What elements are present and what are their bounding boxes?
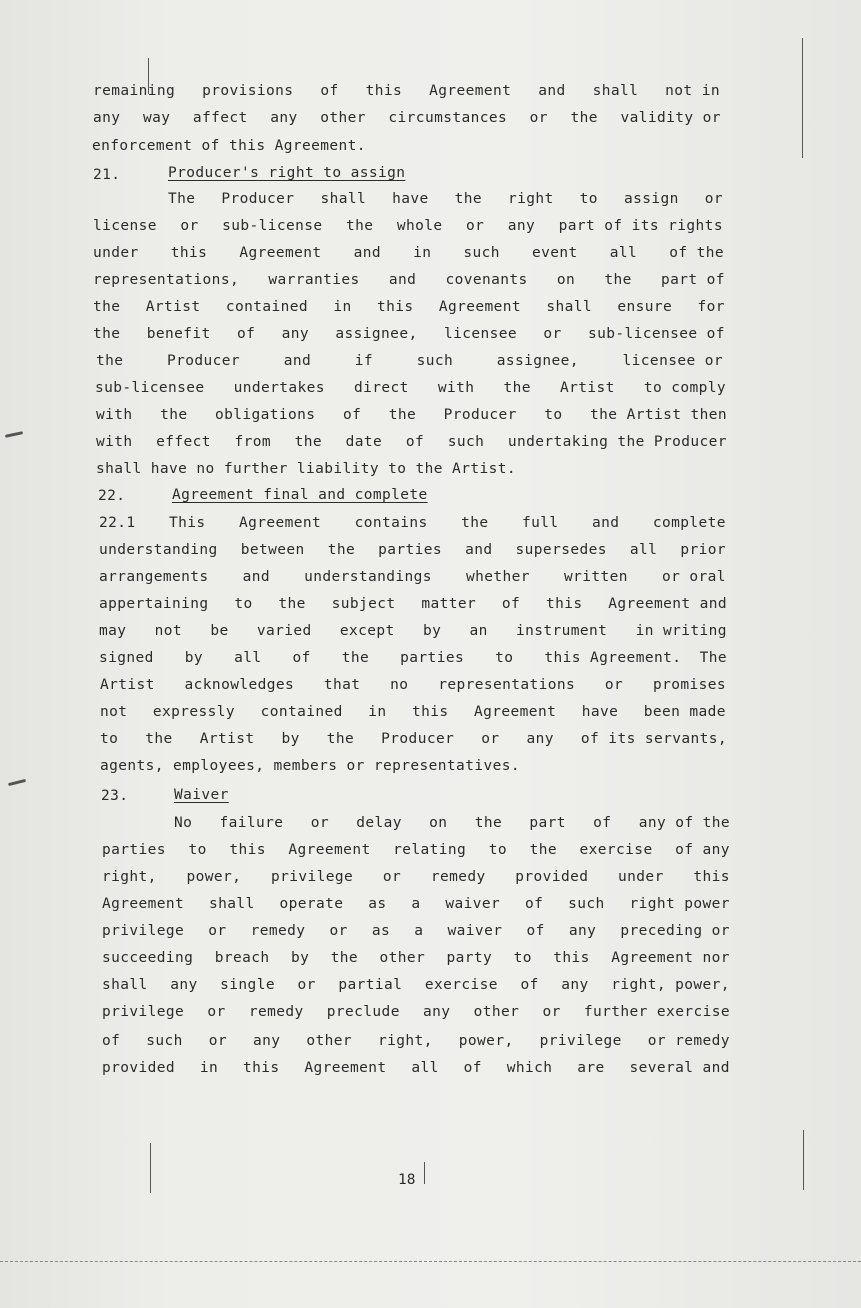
scan-mark bbox=[424, 1162, 425, 1184]
text-line: of such or any other right, power, privilege or remedy bbox=[102, 1033, 730, 1049]
hole-punch-mark bbox=[5, 431, 23, 438]
text-line: shall any single or partial exercise of any right, power, bbox=[102, 977, 730, 993]
text-line: 22.1 This Agreement contains the full and complete bbox=[99, 515, 726, 531]
text-line: No failure or delay on the part of any of the bbox=[174, 815, 730, 831]
clause-21-heading: Producer's right to assign bbox=[168, 165, 406, 181]
text-line: right, power, privilege or remedy provided under this bbox=[102, 869, 730, 885]
text-line: with the obligations of the Producer to the Artist then bbox=[96, 407, 727, 423]
text-line: understanding between the parties and supersedes all prior bbox=[99, 542, 726, 558]
text-line: the Artist contained in this Agreement shall ensure for bbox=[93, 299, 725, 315]
page-edge-divider bbox=[0, 1261, 861, 1262]
text-line: The Producer shall have the right to assign or bbox=[168, 191, 723, 207]
text-line: succeeding breach by the other party to this Agreement nor bbox=[102, 950, 730, 966]
text-line: under this Agreement and in such event all of the bbox=[93, 245, 724, 261]
clause-22-number: 22. bbox=[98, 488, 126, 504]
text-line: any way affect any other circumstances or the validity or bbox=[93, 110, 721, 126]
text-line: remaining provisions of this Agreement and shall not in bbox=[93, 83, 720, 99]
text-line: the benefit of any assignee, licensee or sub-licensee of bbox=[93, 326, 725, 342]
text-line: provided in this Agreement all of which are several and bbox=[102, 1060, 730, 1076]
text-line: privilege or remedy preclude any other or further exercise bbox=[102, 1004, 730, 1020]
clause-22-heading: Agreement final and complete bbox=[172, 487, 428, 503]
clause-23-number: 23. bbox=[101, 788, 129, 804]
scan-mark bbox=[802, 38, 803, 158]
scan-mark bbox=[803, 1130, 804, 1190]
text-line: with effect from the date of such undertaking the Producer bbox=[96, 434, 727, 450]
text-line: sub-licensee undertakes direct with the Artist to comply bbox=[95, 380, 726, 396]
text-line: the Producer and if such assignee, licensee or bbox=[96, 353, 723, 369]
text-line: appertaining to the subject matter of this Agreement and bbox=[99, 596, 727, 612]
clause-21-number: 21. bbox=[93, 167, 121, 183]
text-line: not expressly contained in this Agreement have been made bbox=[100, 704, 726, 720]
text-line: arrangements and understandings whether written or oral bbox=[99, 569, 726, 585]
page-number: 18 bbox=[398, 1172, 416, 1188]
hole-punch-mark bbox=[8, 779, 26, 786]
text-line: signed by all of the parties to this Agreement. The bbox=[99, 650, 727, 666]
text-line: privilege or remedy or as a waiver of any preceding or bbox=[102, 923, 730, 939]
text-line: representations, warranties and covenants on the part of bbox=[93, 272, 725, 288]
text-line: may not be varied except by an instrument in writing bbox=[99, 623, 727, 639]
clause-23-heading: Waiver bbox=[174, 787, 229, 803]
text-line: agents, employees, members or representatives. bbox=[100, 758, 520, 774]
text-line: Agreement shall operate as a waiver of such right power bbox=[102, 896, 730, 912]
text-line: parties to this Agreement relating to the exercise of any bbox=[102, 842, 730, 858]
text-line: to the Artist by the Producer or any of its servants, bbox=[100, 731, 727, 747]
text-line: Artist acknowledges that no representations or promises bbox=[100, 677, 726, 693]
text-line: shall have no further liability to the Artist. bbox=[96, 461, 516, 477]
text-line: enforcement of this Agreement. bbox=[92, 138, 366, 154]
scan-mark bbox=[150, 1143, 151, 1193]
text-line: license or sub-license the whole or any part of its rights bbox=[93, 218, 723, 234]
